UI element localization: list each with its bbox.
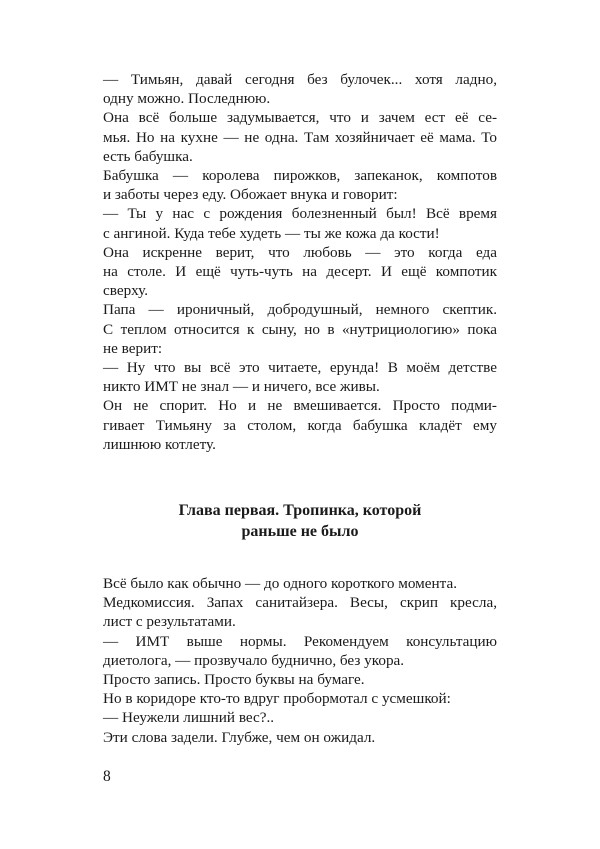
text-line: Всё было как обычно — до одного короткого момента. bbox=[103, 575, 458, 593]
text-line: лист с результатами. bbox=[103, 613, 236, 631]
text-line: мья. Но на кухне — не одна. Там хозяйничает её мама. То bbox=[103, 128, 497, 146]
paragraph bbox=[103, 632, 497, 670]
page-body bbox=[103, 70, 497, 747]
text-line: С теплом относится к сыну, но в «нутрициологию» пока bbox=[103, 320, 497, 338]
text-line: Медкомиссия. Запах санитайзера. Весы, скрип кресла, bbox=[103, 594, 497, 612]
chapter-title-line-1: Глава первая. Тропинка, которой bbox=[178, 502, 422, 520]
text-line: с ангиной. Куда тебе худеть — ты же кожа да кости! bbox=[103, 224, 440, 242]
text-line: и заботы через еду. Обожает внука и говорит: bbox=[103, 186, 398, 204]
text-line: — Ну что вы всё это читаете, ерунда! В моём детстве bbox=[103, 359, 497, 377]
text-line: не верит: bbox=[103, 339, 163, 357]
text-line: лишнюю котлету. bbox=[103, 435, 216, 453]
text-block-after-chapter bbox=[103, 574, 497, 747]
paragraph bbox=[103, 243, 497, 301]
chapter-title-line-2: раньше не было bbox=[241, 523, 359, 541]
chapter-title bbox=[103, 500, 497, 542]
spacer bbox=[103, 454, 497, 500]
text-line: — Неужели лишний вес?.. bbox=[103, 709, 275, 727]
paragraph bbox=[103, 396, 497, 454]
text-line: сверху. bbox=[103, 282, 149, 300]
paragraph bbox=[103, 70, 497, 108]
text-line: диетолога, — прозвучало буднично, без укора. bbox=[103, 651, 405, 669]
paragraph bbox=[103, 670, 497, 689]
paragraph bbox=[103, 689, 497, 708]
text-line: Просто запись. Просто буквы на бумаге. bbox=[103, 671, 365, 689]
paragraph bbox=[103, 593, 497, 631]
text-block-before-chapter bbox=[103, 70, 497, 454]
paragraph bbox=[103, 108, 497, 166]
text-line: гивает Тимьяну за столом, когда бабушка кладёт ему bbox=[103, 416, 497, 434]
text-line: никто ИМТ не знал — и ничего, все живы. bbox=[103, 378, 380, 396]
text-line: Она всё больше задумывается, что и зачем ест её се- bbox=[103, 109, 497, 127]
paragraph bbox=[103, 166, 497, 204]
spacer bbox=[103, 542, 497, 574]
text-line: — ИМТ выше нормы. Рекомендуем консультацию bbox=[103, 632, 497, 650]
paragraph bbox=[103, 574, 497, 593]
paragraph bbox=[103, 358, 497, 396]
paragraph bbox=[103, 300, 497, 358]
text-line: Папа — ироничный, добродушный, немного скептик. bbox=[103, 301, 497, 319]
text-line: Он не спорит. Но и не вмешивается. Просто подми- bbox=[103, 397, 497, 415]
page-number: 8 bbox=[103, 768, 111, 785]
text-line: есть бабушка. bbox=[103, 147, 193, 165]
paragraph bbox=[103, 204, 497, 242]
text-line: Эти слова задели. Глубже, чем он ожидал. bbox=[103, 728, 376, 746]
text-line: — Тимьян, давай сегодня без булочек... хотя ладно, bbox=[103, 71, 497, 88]
text-line: — Ты у нас с рождения болезненный был! Всё время bbox=[103, 205, 497, 223]
text-line: Но в коридоре кто-то вдруг пробормотал с усмешкой: bbox=[103, 690, 451, 708]
text-line: Бабушка — королева пирожков, запеканок, компотов bbox=[103, 167, 497, 185]
text-line: одну можно. Последнюю. bbox=[103, 90, 271, 108]
text-line: Она искренне верит, что любовь — это когда еда bbox=[103, 243, 497, 261]
text-line: на столе. И ещё чуть-чуть на десерт. И ещё компотик bbox=[103, 263, 497, 281]
paragraph bbox=[103, 728, 497, 747]
paragraph bbox=[103, 708, 497, 727]
